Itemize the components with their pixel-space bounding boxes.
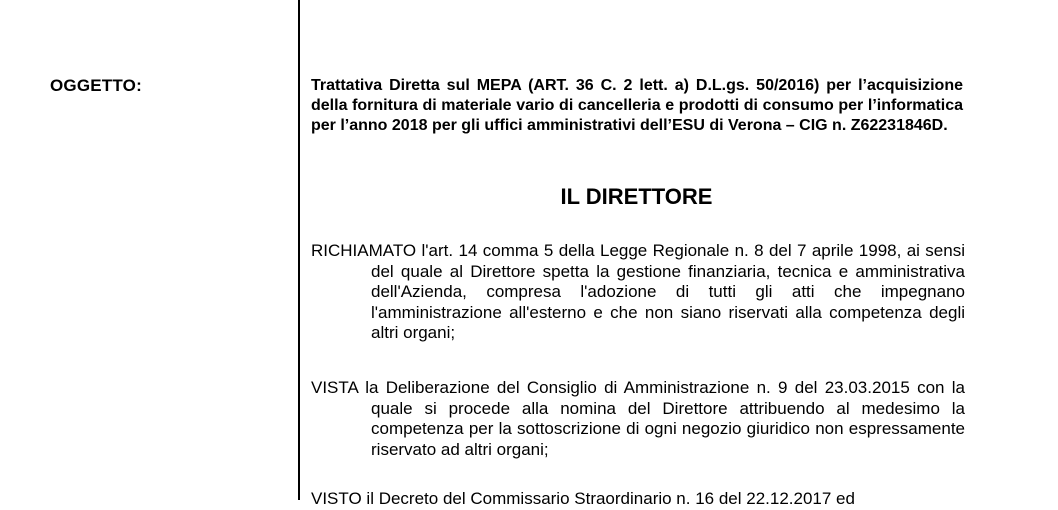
paragraph-richiamato: RICHIAMATO l'art. 14 comma 5 della Legge Regionale n. 8 del 7 aprile 1998, ai sensi del quale al Direttore spetta la gestione finanziaria, tecnica e amministrativa dell'Azienda, compresa l'adozione di tutti gli atti che impegnano l'amministrazione all'esterno e che non siano riservati alla competenza degli altri organi; bbox=[311, 241, 965, 342]
paragraph-vista: VISTA la Deliberazione del Consiglio di Amministrazione n. 9 del 23.03.2015 con la quale si procede alla nomina del Direttore attribuendo al medesimo la competenza per la sottoscrizione di ogni negozio giuridico non espressamente riservato ad altri organi; bbox=[311, 378, 965, 459]
subject-label: OGGETTO: bbox=[50, 76, 142, 95]
column-divider bbox=[298, 0, 300, 500]
subject-text: Trattativa Diretta sul MEPA (ART. 36 C. 2 lett. a) D.L.gs. 50/2016) per l’acquisizione della fornitura di materiale vario di cancelleria e prodotti di consumo per l’informatica per l’anno 2018 per gli uffici amministrativi dell’ESU di Verona – CIG n. Z62231846D. bbox=[311, 77, 963, 134]
paragraph-visto: VISTO il Decreto del Commissario Straordinario n. 16 del 22.12.2017 ed bbox=[311, 489, 855, 508]
section-heading: IL DIRETTORE bbox=[560, 184, 713, 209]
